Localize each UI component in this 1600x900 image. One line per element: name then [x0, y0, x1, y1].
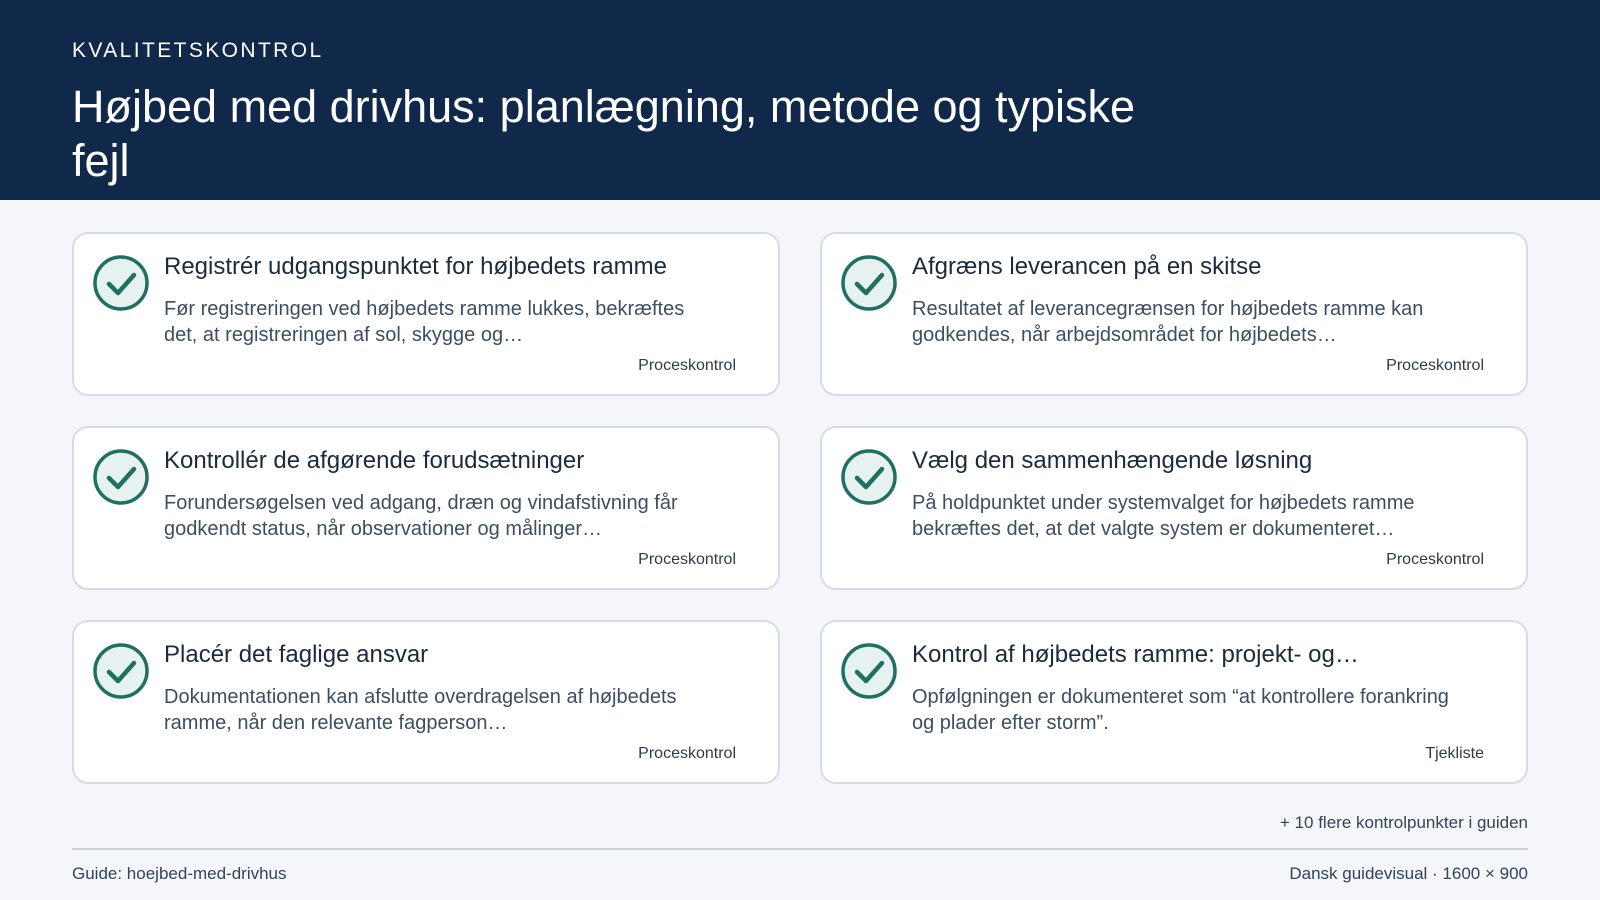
card-tag: Tjekliste	[1425, 745, 1484, 762]
check-circle-icon	[92, 254, 150, 312]
card-description: Forundersøgelsen ved adgang, dræn og vindafstivning får godkendt status, når observationer og målinger…	[164, 492, 678, 540]
check-circle-icon	[92, 448, 150, 506]
card-title: Kontrol af højbedets ramme: projekt- og…	[912, 641, 1359, 668]
card-description: Dokumentationen kan afslutte overdragelsen af højbedets ramme, når den relevante fagperson…	[164, 686, 677, 734]
footer-guide-slug: Guide: hoejbed-med-drivhus	[72, 864, 287, 883]
card-title: Placér det faglige ansvar	[164, 641, 429, 668]
card-tag: Proceskontrol	[638, 551, 736, 568]
card-description: Før registreringen ved højbedets ramme lukkes, bekræftes det, at registreringen af sol, skygge og…	[164, 298, 685, 346]
card-tag: Proceskontrol	[638, 745, 736, 762]
page-title: Højbed med drivhus: planlægning, metode og typiske fejl	[72, 81, 1136, 186]
card-description: Resultatet af leverancegrænsen for højbedets ramme kan godkendes, når arbejdsområdet for højbedets…	[912, 298, 1424, 346]
checkpoint-card[interactable]	[820, 620, 1528, 784]
card-title: Registrér udgangspunktet for højbedets ramme	[164, 253, 667, 280]
check-circle-icon	[92, 642, 150, 700]
card-description: Opfølgningen er dokumenteret som “at kontrollere forankring og plader efter storm”.	[912, 686, 1449, 734]
footer-caption: Dansk guidevisual · 1600 × 900	[1289, 864, 1528, 883]
check-circle-icon	[840, 448, 898, 506]
checkpoint-card[interactable]	[72, 620, 780, 784]
header-banner	[0, 0, 1600, 200]
eyebrow-label: KVALITETSKONTROL	[72, 39, 324, 62]
checkpoint-card[interactable]	[72, 426, 780, 590]
footer-divider	[72, 848, 1528, 850]
card-title: Kontrollér de afgørende forudsætninger	[164, 447, 585, 474]
card-title: Vælg den sammenhængende løsning	[912, 447, 1313, 474]
checkpoint-card[interactable]	[820, 232, 1528, 396]
card-tag: Proceskontrol	[1386, 551, 1484, 568]
check-circle-icon	[840, 642, 898, 700]
checkpoint-grid	[72, 232, 1528, 784]
card-tag: Proceskontrol	[638, 357, 736, 374]
card-tag: Proceskontrol	[1386, 357, 1484, 374]
checkpoint-card[interactable]	[72, 232, 780, 396]
card-description: På holdpunktet under systemvalget for højbedets ramme bekræftes det, at det valgte system er dokumenteret…	[912, 492, 1415, 540]
more-checkpoints-link[interactable]: + 10 flere kontrolpunkter i guiden	[1279, 813, 1528, 832]
checkpoint-card[interactable]	[820, 426, 1528, 590]
card-title: Afgræns leverancen på en skitse	[912, 253, 1262, 280]
check-circle-icon	[840, 254, 898, 312]
